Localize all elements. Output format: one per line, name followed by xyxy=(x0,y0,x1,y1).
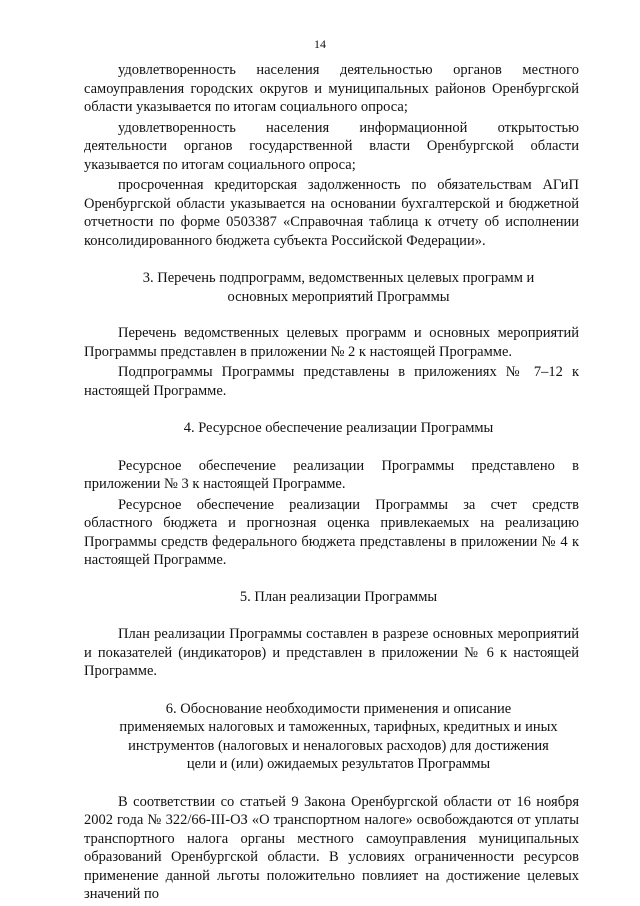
section-6-heading-line-3: инструментов (налоговых и неналоговых расходов) для достижения xyxy=(128,737,549,754)
page-number: 14 xyxy=(314,37,326,51)
section-6-heading-line-2: применяемых налоговых и таможенных, тарифных, кредитных и иных xyxy=(119,719,558,735)
section-3-paragraph-2: Подпрограммы Программы представлены в приложениях № 7–12 к настоящей Программе. xyxy=(84,364,579,399)
section-5-heading: 5. План реализации Программы xyxy=(239,588,438,605)
section-4-heading: 4. Ресурсное обеспечение реализации Программы xyxy=(183,420,494,436)
section-5-paragraph-1: План реализации Программы составлен в разрезе основных мероприятий и показателей (индикаторов) и представлен в приложении № 6 к настоящей Программе. xyxy=(84,626,579,679)
section-3-paragraph-1: Перечень ведомственных целевых программ и основных мероприятий Программы представлен в приложении № 2 к настоящей Программе. xyxy=(84,325,579,360)
section-6-heading-line-1: 6. Обоснование необходимости применения и описание xyxy=(165,700,512,717)
document-body xyxy=(84,61,579,906)
section-3-heading-line-2: основных мероприятий Программы xyxy=(227,288,450,305)
paragraph-satisfaction-openness: удовлетворенность населения информационной открытостью деятельности органов государственной власти Оренбургской области указывается по итогам социального опроса; xyxy=(84,119,579,173)
paragraph-satisfaction-local-government: удовлетворенность населения деятельностью органов местного самоуправления городских округов и муниципальных районов Оренбургской области указывается по итогам социального опроса; xyxy=(84,62,579,115)
section-6-heading xyxy=(84,700,579,774)
section-3-heading-line-1: 3. Перечень подпрограмм, ведомственных целевых программ и xyxy=(142,270,535,286)
section-4-paragraph-2: Ресурсное обеспечение реализации Программы за счет средств областного бюджета и прогнозная оценка привлекаемых на реализацию Программы средств федерального бюджета представлены в приложении № 4 к настоящей Программе. xyxy=(84,496,579,568)
section-6-heading-line-4: цели и (или) ожидаемых результатов Программы xyxy=(186,756,491,772)
paragraph-overdue-debt: просроченная кредиторская задолженность по обязательствам АГиП Оренбургской области указывается на основании бухгалтерской и бюджетной отчетности по форме 0503387 «Справочная таблица к отчету об исполнении консолидированного бюджета субъекта Российской Федерации». xyxy=(84,177,579,249)
section-4-paragraph-1: Ресурсное обеспечение реализации Программы представлено в приложении № 3 к настоящей Программе. xyxy=(84,457,579,492)
section-3-heading xyxy=(84,269,579,306)
section-6-paragraph-1: В соответствии со статьей 9 Закона Оренбургской области от 16 ноября 2002 года № 322/66-III-ОЗ «О транспортном налоге» освобождаются от уплаты транспортного налога органы местного самоуправления муниципальных образований Оренбургской области. В условиях ограниченности ресурсов применение данной льготы положительно повлияет на достижение целевых значений по xyxy=(84,793,579,902)
